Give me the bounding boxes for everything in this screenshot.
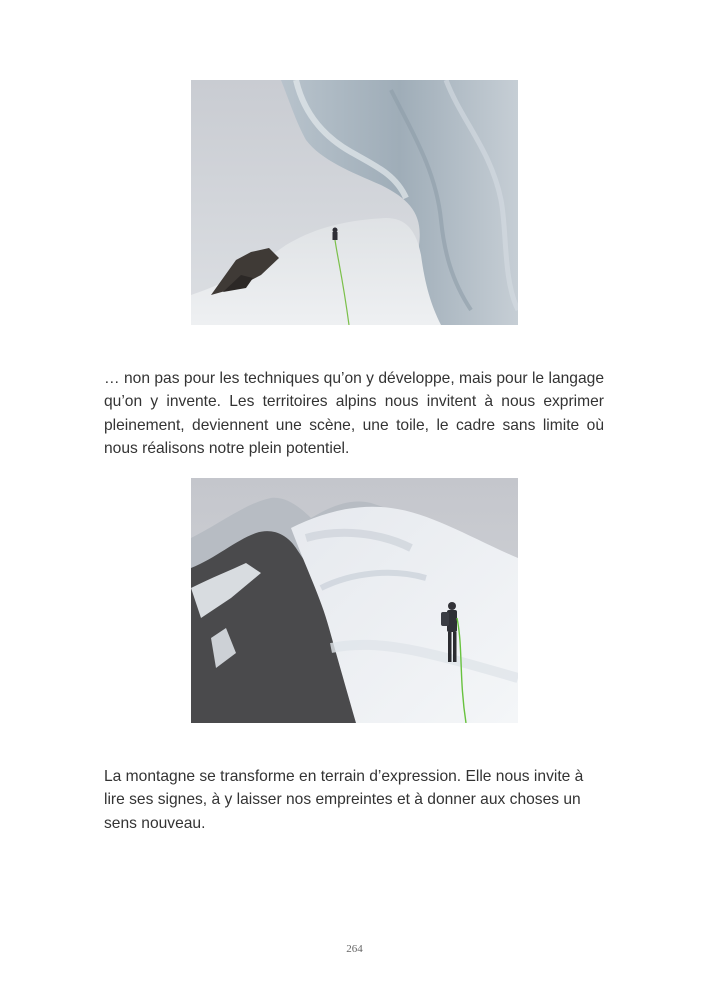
photo-ice-cornice-climber — [191, 80, 518, 325]
paragraph-expression: La montagne se transforme en terrain d’expression. Elle nous invite à lire ses signes, à y laisser nos empreintes et à donner aux choses un sens nouveau. — [104, 768, 584, 832]
page-number: 264 — [346, 943, 363, 955]
snow-ridge-illustration — [191, 478, 518, 723]
paragraph-intro: … non pas pour les techniques qu’on y développe, mais pour le langage qu’on y invente. Les territoires alpins nous invitent à nous exprimer pleinement, deviennent une scène, une toile, le cadre sans limite où nous réalisons notre plein potentiel. — [104, 370, 604, 458]
ice-cornice-illustration — [191, 80, 518, 325]
photo-snow-ridge-mountaineer — [191, 478, 518, 723]
